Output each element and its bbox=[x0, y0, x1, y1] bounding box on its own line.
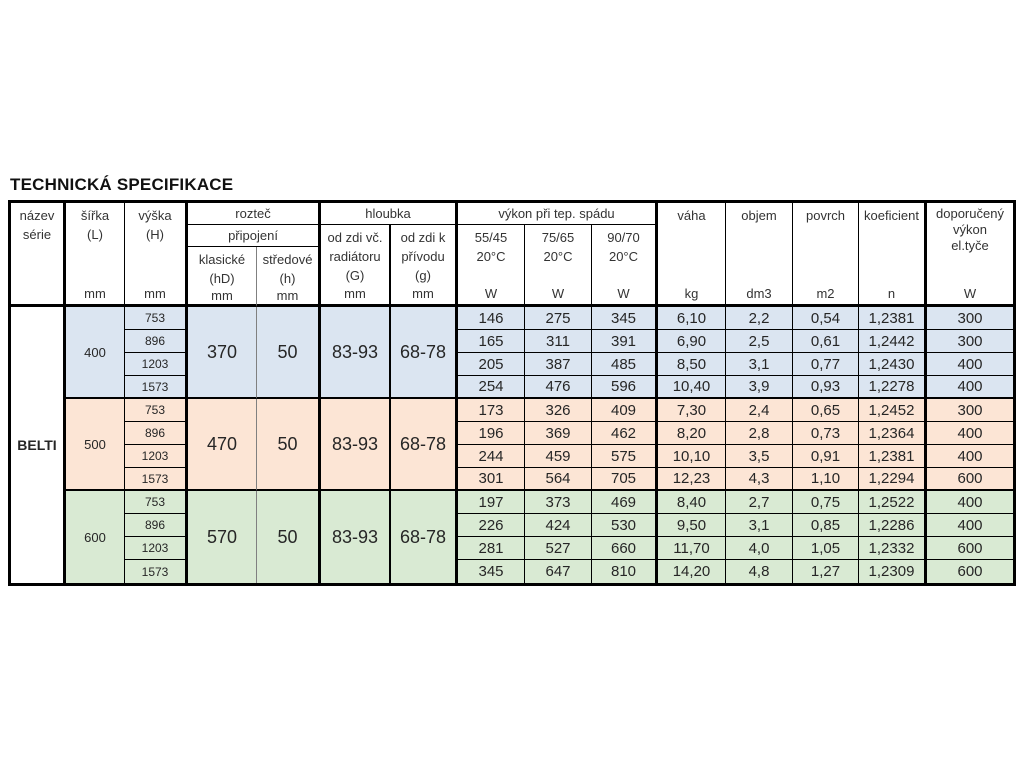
povrch-value: 0,75 bbox=[793, 491, 859, 514]
w75-value: 275 bbox=[525, 307, 592, 330]
header-text: 75/65 bbox=[541, 230, 575, 245]
header-text: připojení bbox=[228, 228, 278, 243]
dop-value: 400 bbox=[927, 491, 1013, 514]
klasicke-value: 470 bbox=[188, 399, 257, 491]
header-text: šířka bbox=[80, 208, 110, 223]
vyska-value: 1573 bbox=[125, 560, 188, 583]
header-text: přívodu bbox=[401, 249, 445, 264]
unit-label: W bbox=[551, 286, 565, 301]
vyska-value: 1203 bbox=[125, 445, 188, 468]
w90-value: 391 bbox=[592, 330, 658, 353]
w55-value: 281 bbox=[458, 537, 525, 560]
vyska-value: 896 bbox=[125, 330, 188, 353]
dop-value: 600 bbox=[927, 560, 1013, 583]
header-text: (hD) bbox=[209, 271, 235, 286]
w75-value: 373 bbox=[525, 491, 592, 514]
w90-value: 705 bbox=[592, 468, 658, 491]
stredove-value: 50 bbox=[257, 307, 321, 399]
dop-value: 400 bbox=[927, 445, 1013, 468]
w75-value: 459 bbox=[525, 445, 592, 468]
header-text: 20°C bbox=[476, 249, 506, 264]
unit-label: W bbox=[617, 286, 630, 301]
od-zdi-k-value: 68-78 bbox=[391, 491, 458, 583]
header-vykon bbox=[458, 203, 658, 225]
header-text: radiátoru bbox=[329, 249, 381, 264]
vaha-value: 7,30 bbox=[658, 399, 726, 422]
vaha-value: 10,40 bbox=[658, 376, 726, 399]
od-zdi-k-value: 68-78 bbox=[391, 399, 458, 491]
koef-value: 1,2294 bbox=[859, 468, 927, 491]
unit-label: n bbox=[887, 286, 896, 301]
header-text: (G) bbox=[345, 268, 365, 283]
objem-value: 4,0 bbox=[726, 537, 793, 560]
w55-value: 205 bbox=[458, 353, 525, 376]
povrch-value: 0,85 bbox=[793, 514, 859, 537]
header-90-70 bbox=[592, 225, 658, 307]
header-text: od zdi k bbox=[400, 230, 446, 245]
unit-label: mm bbox=[211, 288, 233, 303]
header-text: (h) bbox=[279, 271, 296, 286]
header-text: el.tyče bbox=[951, 238, 989, 253]
koef-value: 1,2452 bbox=[859, 399, 927, 422]
vyska-value: 896 bbox=[125, 422, 188, 445]
header-text: výška bbox=[138, 208, 172, 223]
header-text: doporučený bbox=[936, 206, 1004, 221]
header-text: středové bbox=[262, 252, 313, 267]
header-koeficient bbox=[859, 203, 927, 307]
series-name: BELTI bbox=[11, 307, 66, 583]
w55-value: 226 bbox=[458, 514, 525, 537]
w90-value: 575 bbox=[592, 445, 658, 468]
w75-value: 387 bbox=[525, 353, 592, 376]
vaha-value: 12,23 bbox=[658, 468, 726, 491]
klasicke-value: 370 bbox=[188, 307, 257, 399]
povrch-value: 0,73 bbox=[793, 422, 859, 445]
unit-label: W bbox=[484, 286, 498, 301]
header-text: povrch bbox=[805, 208, 846, 223]
w55-value: 254 bbox=[458, 376, 525, 399]
unit-label: mm bbox=[144, 286, 166, 301]
w55-value: 197 bbox=[458, 491, 525, 514]
w55-value: 345 bbox=[458, 560, 525, 583]
header-od-zdi-k bbox=[391, 225, 458, 307]
povrch-value: 1,10 bbox=[793, 468, 859, 491]
koef-value: 1,2522 bbox=[859, 491, 927, 514]
vaha-value: 8,40 bbox=[658, 491, 726, 514]
povrch-value: 1,27 bbox=[793, 560, 859, 583]
header-text: klasické bbox=[198, 252, 246, 267]
unit-label: m2 bbox=[816, 286, 835, 301]
header-text: váha bbox=[677, 208, 706, 223]
vyska-value: 1573 bbox=[125, 468, 188, 491]
header-text: název bbox=[19, 208, 55, 223]
page-title: TECHNICKÁ SPECIFIKACE bbox=[10, 175, 234, 194]
dop-value: 400 bbox=[927, 376, 1013, 399]
w90-value: 596 bbox=[592, 376, 658, 399]
w90-value: 462 bbox=[592, 422, 658, 445]
od-zdi-k-value: 68-78 bbox=[391, 307, 458, 399]
w90-value: 469 bbox=[592, 491, 658, 514]
header-text: výkon bbox=[953, 222, 987, 237]
header-text: 55/45 bbox=[474, 230, 508, 245]
header-text: od zdi vč. bbox=[327, 230, 383, 245]
unit-label: W bbox=[963, 286, 977, 301]
header-text: série bbox=[22, 227, 52, 242]
dop-value: 300 bbox=[927, 330, 1013, 353]
header-text: (H) bbox=[145, 227, 165, 242]
header-text: objem bbox=[741, 208, 777, 223]
header-text: 20°C bbox=[608, 249, 639, 264]
header-text: 20°C bbox=[543, 249, 573, 264]
w90-value: 409 bbox=[592, 399, 658, 422]
w75-value: 476 bbox=[525, 376, 592, 399]
koef-value: 1,2381 bbox=[859, 445, 927, 468]
koef-value: 1,2286 bbox=[859, 514, 927, 537]
vyska-value: 1203 bbox=[125, 537, 188, 560]
koef-value: 1,2442 bbox=[859, 330, 927, 353]
vyska-value: 1203 bbox=[125, 353, 188, 376]
objem-value: 2,8 bbox=[726, 422, 793, 445]
objem-value: 4,3 bbox=[726, 468, 793, 491]
header-stredove bbox=[257, 247, 321, 307]
w90-value: 345 bbox=[592, 307, 658, 330]
objem-value: 3,1 bbox=[726, 514, 793, 537]
objem-value: 2,2 bbox=[726, 307, 793, 330]
header-55-45 bbox=[458, 225, 525, 307]
objem-value: 4,8 bbox=[726, 560, 793, 583]
header-od-zdi-vc bbox=[321, 225, 391, 307]
povrch-value: 0,54 bbox=[793, 307, 859, 330]
header-vyska bbox=[125, 203, 188, 307]
w55-value: 244 bbox=[458, 445, 525, 468]
koef-value: 1,2430 bbox=[859, 353, 927, 376]
objem-value: 2,4 bbox=[726, 399, 793, 422]
w75-value: 564 bbox=[525, 468, 592, 491]
dop-value: 300 bbox=[927, 399, 1013, 422]
stredove-value: 50 bbox=[257, 491, 321, 583]
vaha-value: 8,20 bbox=[658, 422, 726, 445]
od-zdi-vc-value: 83-93 bbox=[321, 491, 391, 583]
od-zdi-vc-value: 83-93 bbox=[321, 399, 391, 491]
dop-value: 400 bbox=[927, 422, 1013, 445]
header-text: (g) bbox=[415, 268, 431, 283]
objem-value: 3,5 bbox=[726, 445, 793, 468]
w55-value: 146 bbox=[458, 307, 525, 330]
dop-value: 300 bbox=[927, 307, 1013, 330]
w75-value: 647 bbox=[525, 560, 592, 583]
objem-value: 2,5 bbox=[726, 330, 793, 353]
koef-value: 1,2381 bbox=[859, 307, 927, 330]
klasicke-value: 570 bbox=[188, 491, 257, 583]
vaha-value: 14,20 bbox=[658, 560, 726, 583]
vaha-value: 6,90 bbox=[658, 330, 726, 353]
w90-value: 810 bbox=[592, 560, 658, 583]
vyska-value: 896 bbox=[125, 514, 188, 537]
vaha-value: 11,70 bbox=[658, 537, 726, 560]
unit-label: kg bbox=[684, 286, 699, 301]
dop-value: 600 bbox=[927, 537, 1013, 560]
header-text: výkon při tep. spádu bbox=[498, 206, 615, 221]
dop-value: 400 bbox=[927, 353, 1013, 376]
dop-value: 400 bbox=[927, 514, 1013, 537]
povrch-value: 1,05 bbox=[793, 537, 859, 560]
vaha-value: 9,50 bbox=[658, 514, 726, 537]
vaha-value: 6,10 bbox=[658, 307, 726, 330]
header-roztec bbox=[188, 203, 321, 225]
objem-value: 2,7 bbox=[726, 491, 793, 514]
sirka-value: 500 bbox=[66, 399, 125, 491]
vyska-value: 753 bbox=[125, 491, 188, 514]
vyska-value: 1573 bbox=[125, 376, 188, 399]
dop-value: 600 bbox=[927, 468, 1013, 491]
unit-label: dm3 bbox=[746, 286, 772, 301]
header-hloubka bbox=[321, 203, 458, 225]
w75-value: 311 bbox=[525, 330, 592, 353]
objem-value: 3,9 bbox=[726, 376, 793, 399]
w90-value: 660 bbox=[592, 537, 658, 560]
header-doporuceny bbox=[927, 203, 1013, 307]
header-klasicke bbox=[188, 247, 257, 307]
povrch-value: 0,77 bbox=[793, 353, 859, 376]
unit-label: mm bbox=[344, 286, 366, 301]
header-text: 90/70 bbox=[607, 230, 640, 245]
vaha-value: 10,10 bbox=[658, 445, 726, 468]
w90-value: 530 bbox=[592, 514, 658, 537]
w75-value: 527 bbox=[525, 537, 592, 560]
vyska-value: 753 bbox=[125, 307, 188, 330]
header-75-65 bbox=[525, 225, 592, 307]
header-text: (L) bbox=[87, 227, 103, 242]
povrch-value: 0,61 bbox=[793, 330, 859, 353]
w75-value: 326 bbox=[525, 399, 592, 422]
w55-value: 173 bbox=[458, 399, 525, 422]
header-nazev-serie bbox=[11, 203, 66, 307]
koef-value: 1,2364 bbox=[859, 422, 927, 445]
od-zdi-vc-value: 83-93 bbox=[321, 307, 391, 399]
unit-label: mm bbox=[276, 288, 299, 303]
povrch-value: 0,93 bbox=[793, 376, 859, 399]
header-vaha bbox=[658, 203, 726, 307]
w55-value: 165 bbox=[458, 330, 525, 353]
w90-value: 485 bbox=[592, 353, 658, 376]
stredove-value: 50 bbox=[257, 399, 321, 491]
w75-value: 369 bbox=[525, 422, 592, 445]
koef-value: 1,2278 bbox=[859, 376, 927, 399]
header-text: hloubka bbox=[365, 206, 411, 221]
sirka-value: 400 bbox=[66, 307, 125, 399]
spec-table bbox=[8, 200, 1016, 586]
header-text: rozteč bbox=[235, 206, 271, 221]
header-objem bbox=[726, 203, 793, 307]
header-text: koeficient bbox=[864, 208, 919, 223]
objem-value: 3,1 bbox=[726, 353, 793, 376]
w75-value: 424 bbox=[525, 514, 592, 537]
unit-label: mm bbox=[412, 286, 434, 301]
vyska-value: 753 bbox=[125, 399, 188, 422]
sirka-value: 600 bbox=[66, 491, 125, 583]
header-pripojeni bbox=[188, 225, 321, 247]
w55-value: 196 bbox=[458, 422, 525, 445]
povrch-value: 0,65 bbox=[793, 399, 859, 422]
vaha-value: 8,50 bbox=[658, 353, 726, 376]
header-povrch bbox=[793, 203, 859, 307]
unit-label: mm bbox=[84, 286, 106, 301]
koef-value: 1,2332 bbox=[859, 537, 927, 560]
header-sirka bbox=[66, 203, 125, 307]
povrch-value: 0,91 bbox=[793, 445, 859, 468]
w55-value: 301 bbox=[458, 468, 525, 491]
koef-value: 1,2309 bbox=[859, 560, 927, 583]
